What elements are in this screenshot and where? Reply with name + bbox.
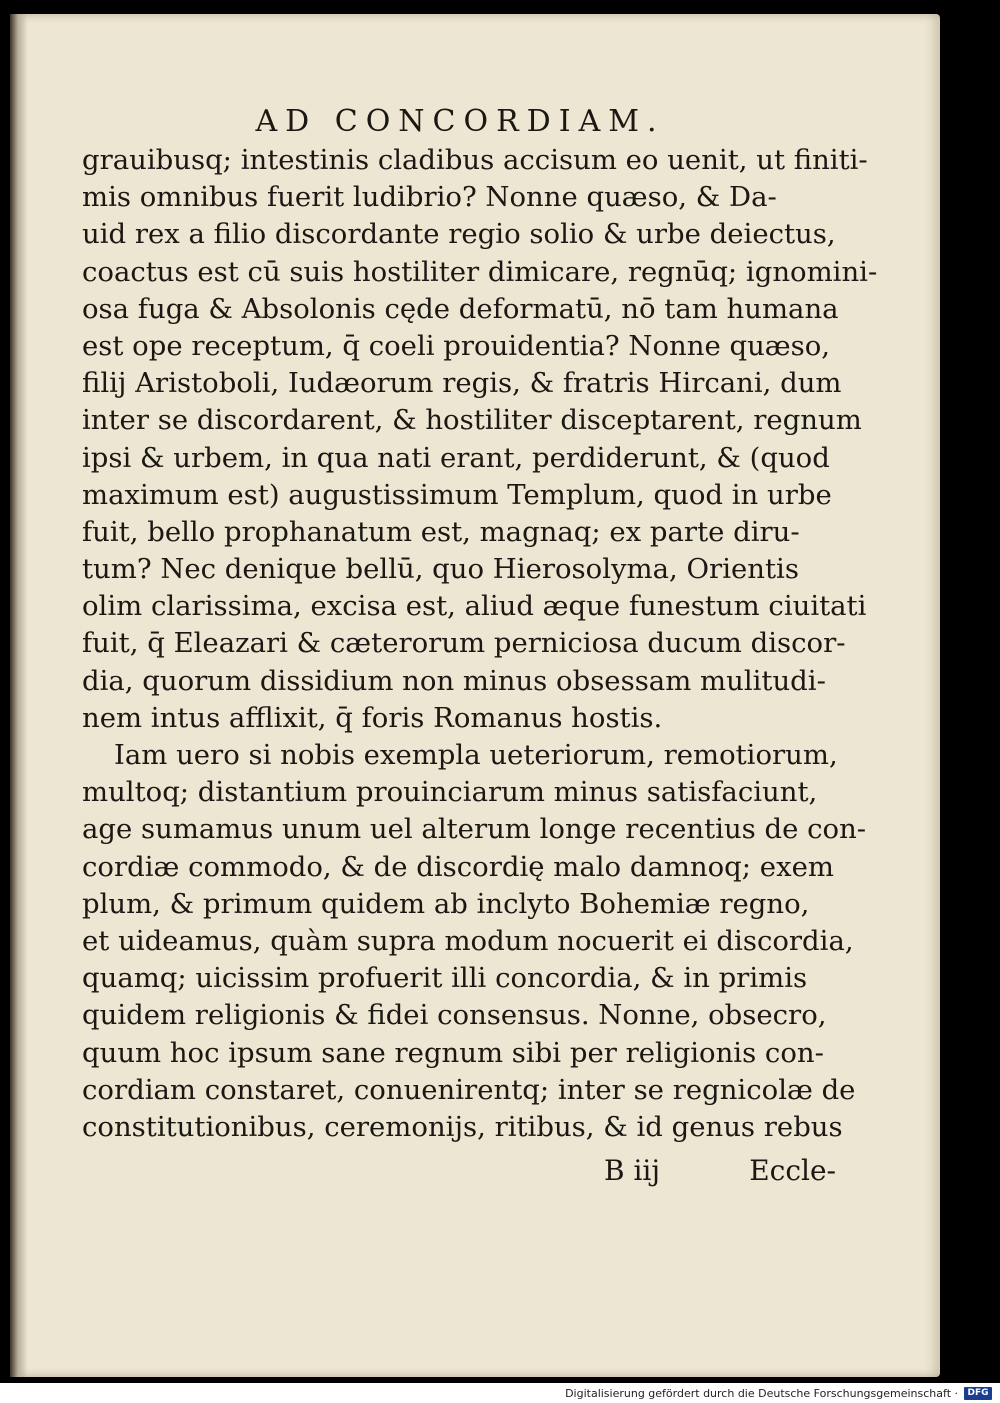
- text-line: fuit, bello prophanatum est, magnaq; ex parte diru-: [82, 515, 800, 548]
- catchword: Eccle-: [749, 1154, 836, 1187]
- text-line: grauibusq; intestinis cladibus accisum eo uenit, ut finiti-: [82, 144, 868, 176]
- text-line: cordiæ commodo, & de discordię malo damnoq; exem: [82, 850, 834, 883]
- text-line: et uideamus, quàm supra modum nocuerit ei discordia,: [82, 924, 854, 957]
- text-line: age sumamus unum uel alterum longe recentius de con-: [82, 813, 867, 846]
- text-line: uid rex a filio discordante regio solio & urbe deiectus,: [82, 218, 836, 251]
- funding-text: Digitalisierung gefördert durch die Deutsche Forschungsgemeinschaft ·: [565, 1386, 958, 1400]
- dfg-logo-icon: DFG: [964, 1387, 992, 1400]
- text-line: tum? Nec denique bellū, quo Hierosolyma, Orientis: [82, 553, 799, 586]
- text-line: nem intus afflixit, q̄ foris Romanus hostis.: [82, 701, 663, 734]
- text-line: coactus est cū suis hostiliter dimicare, regnūq; ignomini-: [82, 255, 878, 288]
- text-line: est ope receptum, q̄ coeli prouidentia? Nonne quæso,: [82, 329, 831, 362]
- text-line: dia, quorum dissidium non minus obsessam mulitudi-: [82, 664, 826, 697]
- text-line: ipsi & urbem, in qua nati erant, perdiderunt, & (quod: [82, 441, 830, 474]
- text-line: cordiam constaret, conuenirentq; inter se regnicolæ de: [82, 1073, 856, 1106]
- body-text: [82, 142, 878, 1146]
- paragraph-start-line: Iam uero si nobis exempla ueteriorum, remotiorum,: [114, 739, 838, 771]
- signature-mark: B iij: [604, 1154, 661, 1187]
- text-line: mis omnibus fuerit ludibrio? Nonne quæso, & Da-: [82, 181, 777, 214]
- funding-banner: [0, 1383, 1000, 1403]
- text-line: constitutionibus, ceremonijs, ritibus, & id genus rebus: [82, 1110, 843, 1143]
- text-line: inter se discordarent, & hostiliter disceptarent, regnum: [82, 404, 862, 437]
- text-line: plum, & primum quidem ab inclyto Bohemiæ regno,: [82, 887, 810, 920]
- book-page: [10, 14, 940, 1377]
- text-line: multoq; distantium prouinciarum minus satisfaciunt,: [82, 776, 818, 809]
- text-line: quidem religionis & fidei consensus. Nonne, obsecro,: [82, 999, 827, 1032]
- text-line: quamq; uicissim profuerit illi concordia, & in primis: [82, 962, 808, 995]
- text-line: maximum est) augustissimum Templum, quod in urbe: [82, 478, 832, 511]
- text-line: filij Aristoboli, Iudæorum regis, & fratris Hircani, dum: [82, 367, 842, 400]
- text-line: olim clarissima, excisa est, aliud æque funestum ciuitati: [82, 590, 867, 623]
- text-line: fuit, q̄ Eleazari & cæterorum perniciosa ducum discor-: [82, 627, 846, 660]
- running-head: AD CONCORDIAM.: [255, 104, 665, 139]
- text-line: quum hoc ipsum sane regnum sibi per religionis con-: [82, 1036, 824, 1069]
- text-line: osa fuga & Absolonis cęde deformatū, nō tam humana: [82, 292, 839, 325]
